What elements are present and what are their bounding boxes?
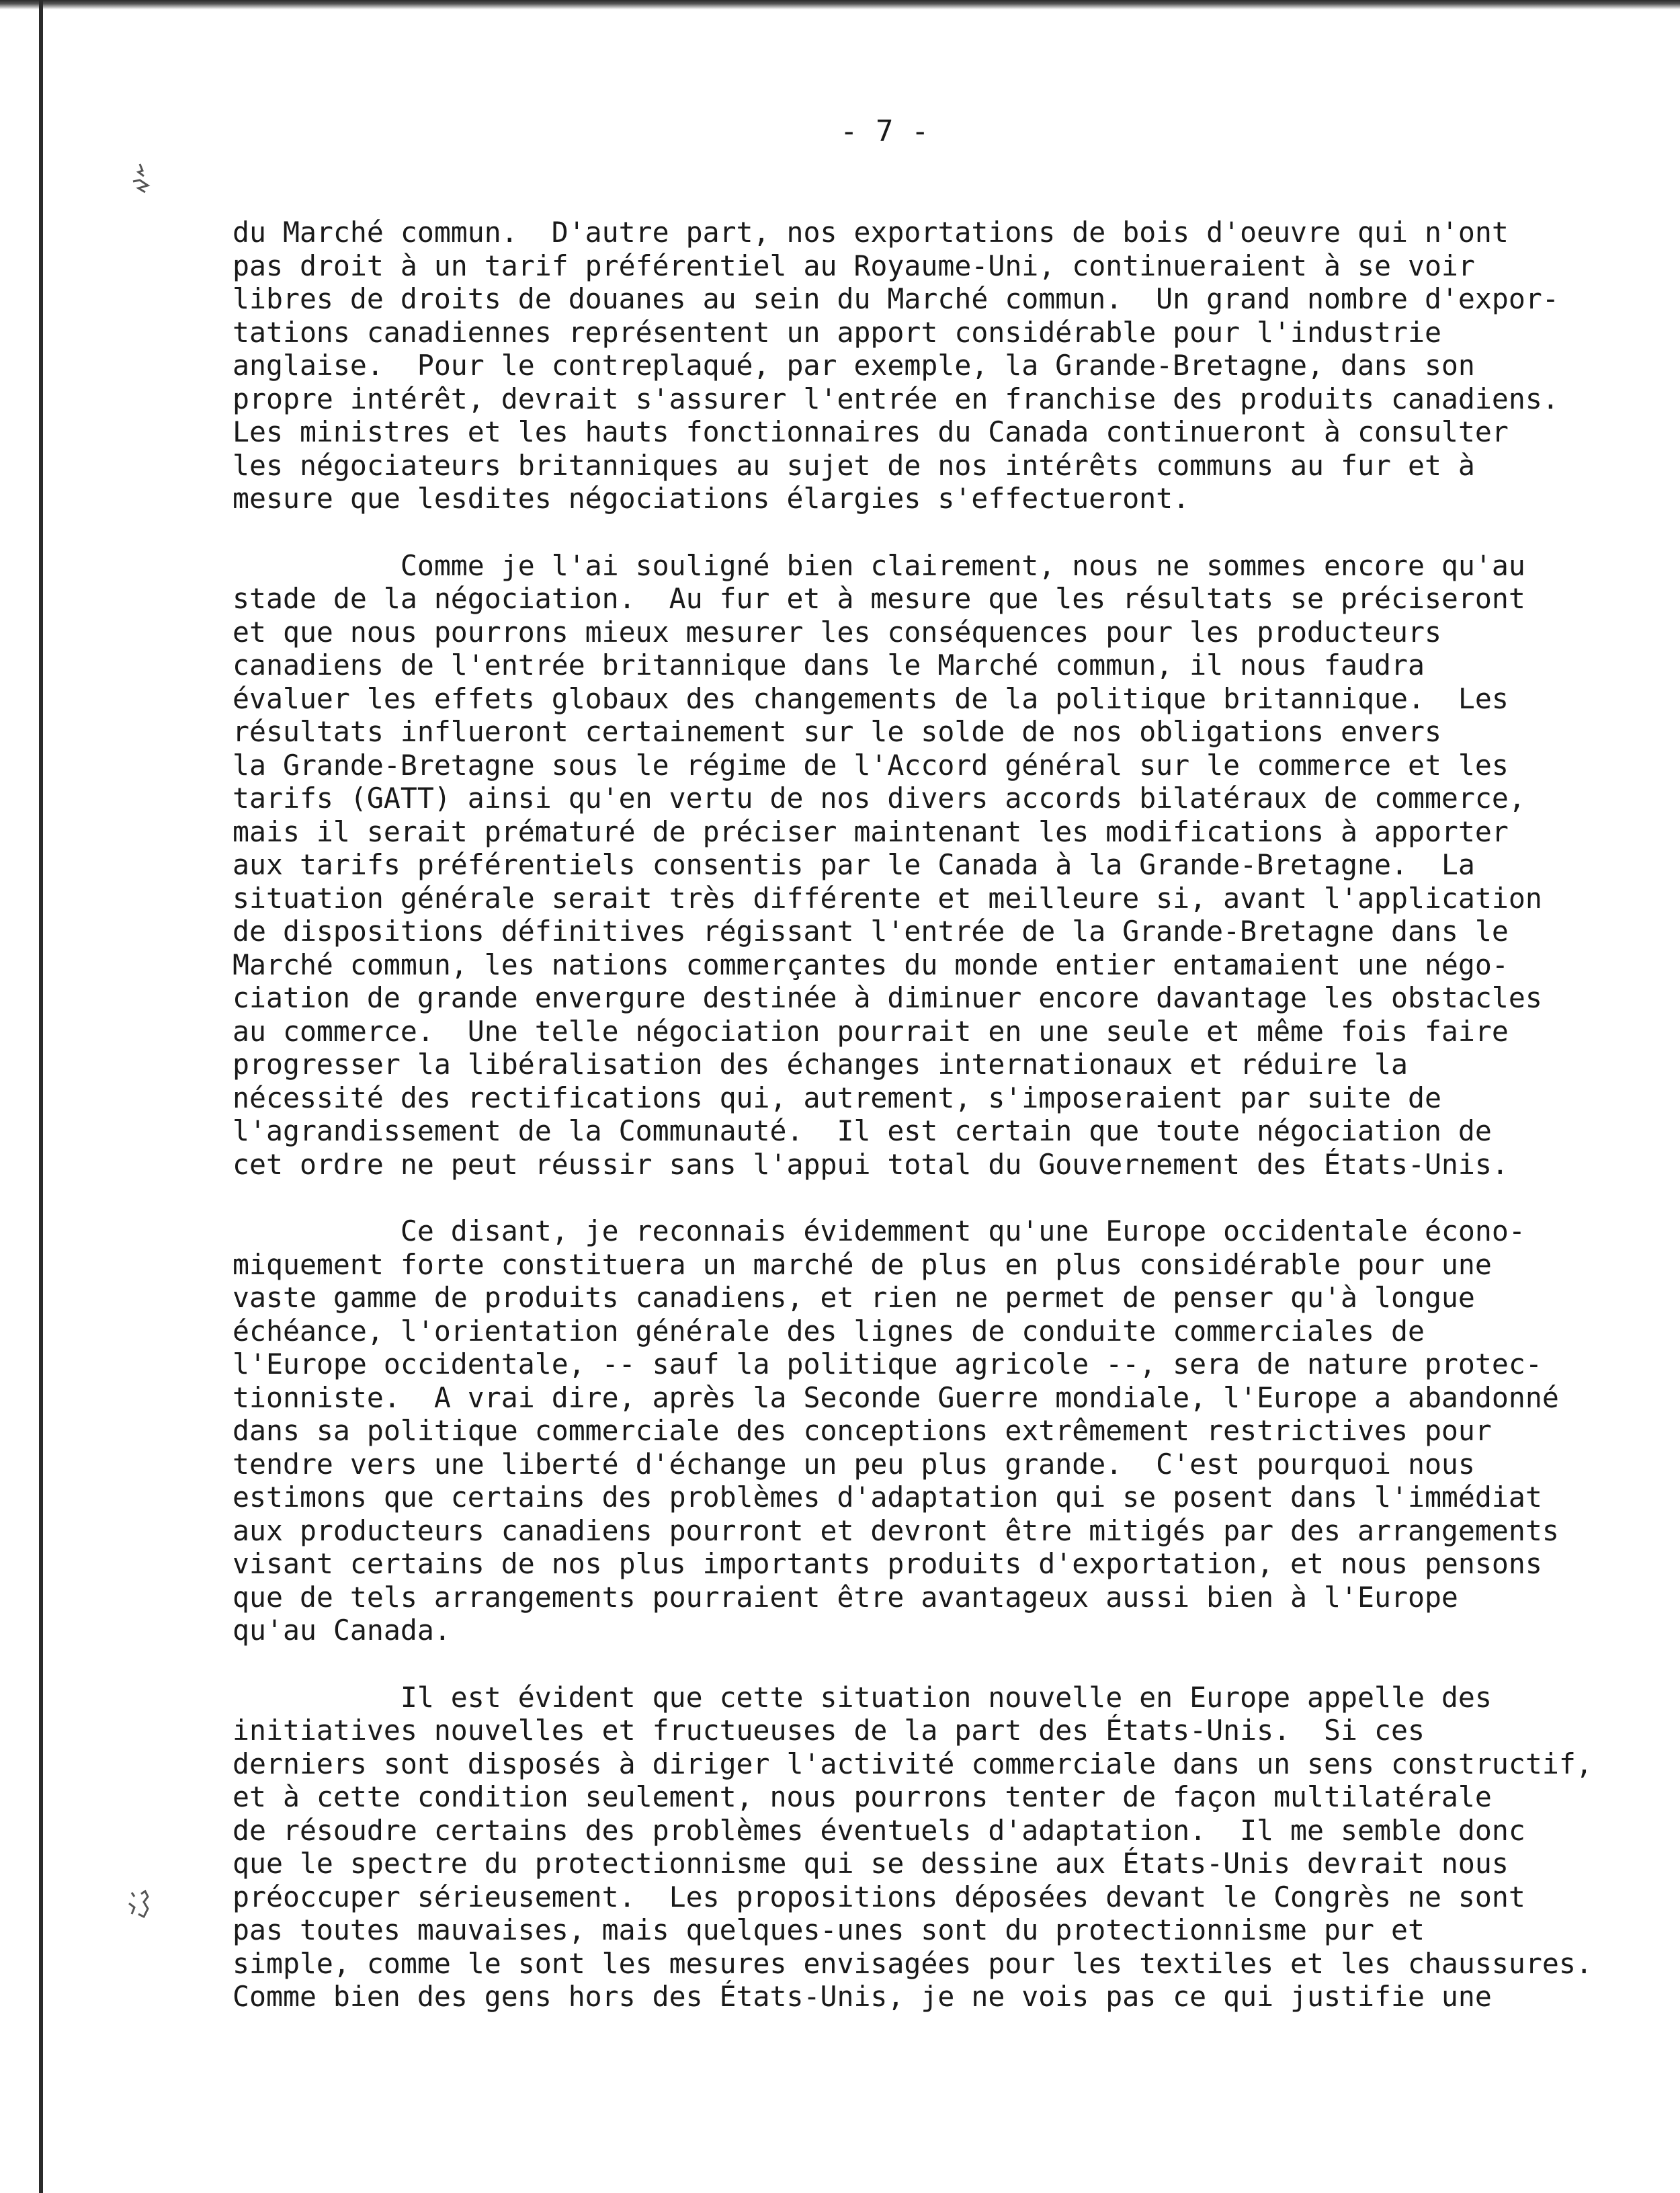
text-line: initiatives nouvelles et fructueuses de la part des États-Unis. Si ces	[233, 1714, 1425, 1747]
text-line: dans sa politique commerciale des conceptions extrêmement restrictives pour	[233, 1414, 1492, 1447]
text-line: au commerce. Une telle négociation pourrait en une seule et même fois faire	[233, 1014, 1509, 1048]
text-line: que de tels arrangements pourraient être avantageux aussi bien à l'Europe	[233, 1580, 1458, 1614]
page-top-edge	[0, 0, 1680, 9]
page-left-edge	[39, 0, 43, 2193]
text-line: miquement forte constituera un marché de plus en plus considérable pour une	[233, 1247, 1492, 1281]
margin-mark-bottom	[125, 1887, 155, 1922]
text-line: nécessité des rectifications qui, autrement, s'imposeraient par suite de	[233, 1081, 1441, 1114]
paragraph-2	[233, 549, 1597, 1182]
text-line: aux producteurs canadiens pourront et devront être mitigés par des arrangements	[233, 1514, 1559, 1547]
text-line: la Grande-Bretagne sous le régime de l'Accord général sur le commerce et les	[233, 748, 1509, 782]
text-line: l'agrandissement de la Communauté. Il est certain que toute négociation de	[233, 1114, 1492, 1147]
paragraph-4	[233, 1681, 1597, 2014]
text-line: libres de droits de douanes au sein du Marché commun. Un grand nombre d'expor-	[233, 282, 1559, 315]
text-line: Marché commun, les nations commerçantes du monde entier entamaient une négo-	[233, 948, 1509, 981]
margin-mark-top	[125, 161, 155, 196]
text-line: que le spectre du protectionnisme qui se dessine aux États-Unis devrait nous	[233, 1847, 1509, 1880]
text-line: du Marché commun. D'autre part, nos exportations de bois d'oeuvre qui n'ont	[233, 216, 1509, 249]
text-line: évaluer les effets globaux des changements de la politique britannique. Les	[233, 681, 1509, 715]
text-line: mais il serait prématuré de préciser maintenant les modifications à apporter	[233, 815, 1509, 848]
text-line: les négociateurs britanniques au sujet de nos intérêts communs au fur et à	[233, 448, 1475, 482]
text-line: et à cette condition seulement, nous pourrons tenter de façon multilatérale	[233, 1780, 1492, 1813]
text-line: Comme je l'ai souligné bien clairement, nous ne sommes encore qu'au	[233, 548, 1525, 582]
text-line: Il est évident que cette situation nouvelle en Europe appelle des	[233, 1680, 1492, 1714]
text-line: Comme bien des gens hors des États-Unis, je ne vois pas ce qui justifie une	[233, 1980, 1492, 2013]
text-line: canadiens de l'entrée britannique dans le Marché commun, il nous faudra	[233, 649, 1425, 681]
text-line: résultats influeront certainement sur le solde de nos obligations envers	[233, 715, 1441, 748]
text-line: progresser la libéralisation des échanges internationaux et réduire la	[233, 1048, 1408, 1081]
text-line: ciation de grande envergure destinée à diminuer encore davantage les obstacles	[233, 981, 1542, 1014]
text-line: simple, comme le sont les mesures envisagées pour les textiles et les chaussures.	[233, 1946, 1593, 1980]
body-text	[233, 216, 1597, 2014]
text-line: et que nous pourrons mieux mesurer les conséquences pour les producteurs	[233, 615, 1441, 649]
text-line: qu'au Canada.	[233, 1614, 451, 1647]
text-line: l'Europe occidentale, -- sauf la politique agricole --, sera de nature protec-	[233, 1348, 1542, 1380]
text-line: propre intérêt, devrait s'assurer l'entrée en franchise des produits canadiens.	[233, 382, 1559, 415]
text-line: anglaise. Pour le contreplaqué, par exemple, la Grande-Bretagne, dans son	[233, 349, 1475, 382]
text-line: de résoudre certains des problèmes éventuels d'adaptation. Il me semble donc	[233, 1813, 1525, 1847]
text-line: pas droit à un tarif préférentiel au Royaume-Uni, continueraient à se voir	[233, 249, 1475, 282]
text-line: derniers sont disposés à diriger l'activité commerciale dans un sens constructif,	[233, 1747, 1593, 1780]
text-line: mesure que lesdites négociations élargies s'effectueront.	[233, 482, 1190, 515]
text-line: situation générale serait très différente et meilleure si, avant l'application	[233, 881, 1542, 915]
text-line: préoccuper sérieusement. Les propositions déposées devant le Congrès ne sont	[233, 1880, 1525, 1913]
text-line: visant certains de nos plus importants produits d'exportation, et nous pensons	[233, 1547, 1542, 1580]
text-line: pas toutes mauvaises, mais quelques-unes sont du protectionnisme pur et	[233, 1913, 1425, 1946]
text-line: échéance, l'orientation générale des lignes de conduite commerciales de	[233, 1314, 1425, 1348]
text-line: tations canadiennes représentent un apport considérable pour l'industrie	[233, 315, 1441, 349]
text-line: tendre vers une liberté d'échange un peu plus grande. C'est pourquoi nous	[233, 1447, 1475, 1481]
text-line: stade de la négociation. Au fur et à mesure que les résultats se préciseront	[233, 582, 1525, 615]
paragraph-3	[233, 1214, 1597, 1647]
text-line: Les ministres et les hauts fonctionnaires du Canada continueront à consulter	[233, 415, 1509, 448]
text-line: tarifs (GATT) ainsi qu'en vertu de nos divers accords bilatéraux de commerce,	[233, 782, 1525, 815]
page-number: - 7 -	[840, 114, 929, 149]
text-line: cet ordre ne peut réussir sans l'appui total du Gouvernement des États-Unis.	[233, 1147, 1509, 1181]
text-line: aux tarifs préférentiels consentis par le Canada à la Grande-Bretagne. La	[233, 848, 1475, 881]
text-line: tionniste. A vrai dire, après la Seconde Guerre mondiale, l'Europe a abandonné	[233, 1380, 1559, 1414]
text-line: vaste gamme de produits canadiens, et rien ne permet de penser qu'à longue	[233, 1281, 1475, 1314]
text-line: de dispositions définitives régissant l'entrée de la Grande-Bretagne dans le	[233, 915, 1509, 948]
paragraph-1	[233, 216, 1597, 515]
text-line: Ce disant, je reconnais évidemment qu'une Europe occidentale écono-	[233, 1214, 1525, 1247]
text-line: estimons que certains des problèmes d'adaptation qui se posent dans l'immédiat	[233, 1481, 1542, 1514]
